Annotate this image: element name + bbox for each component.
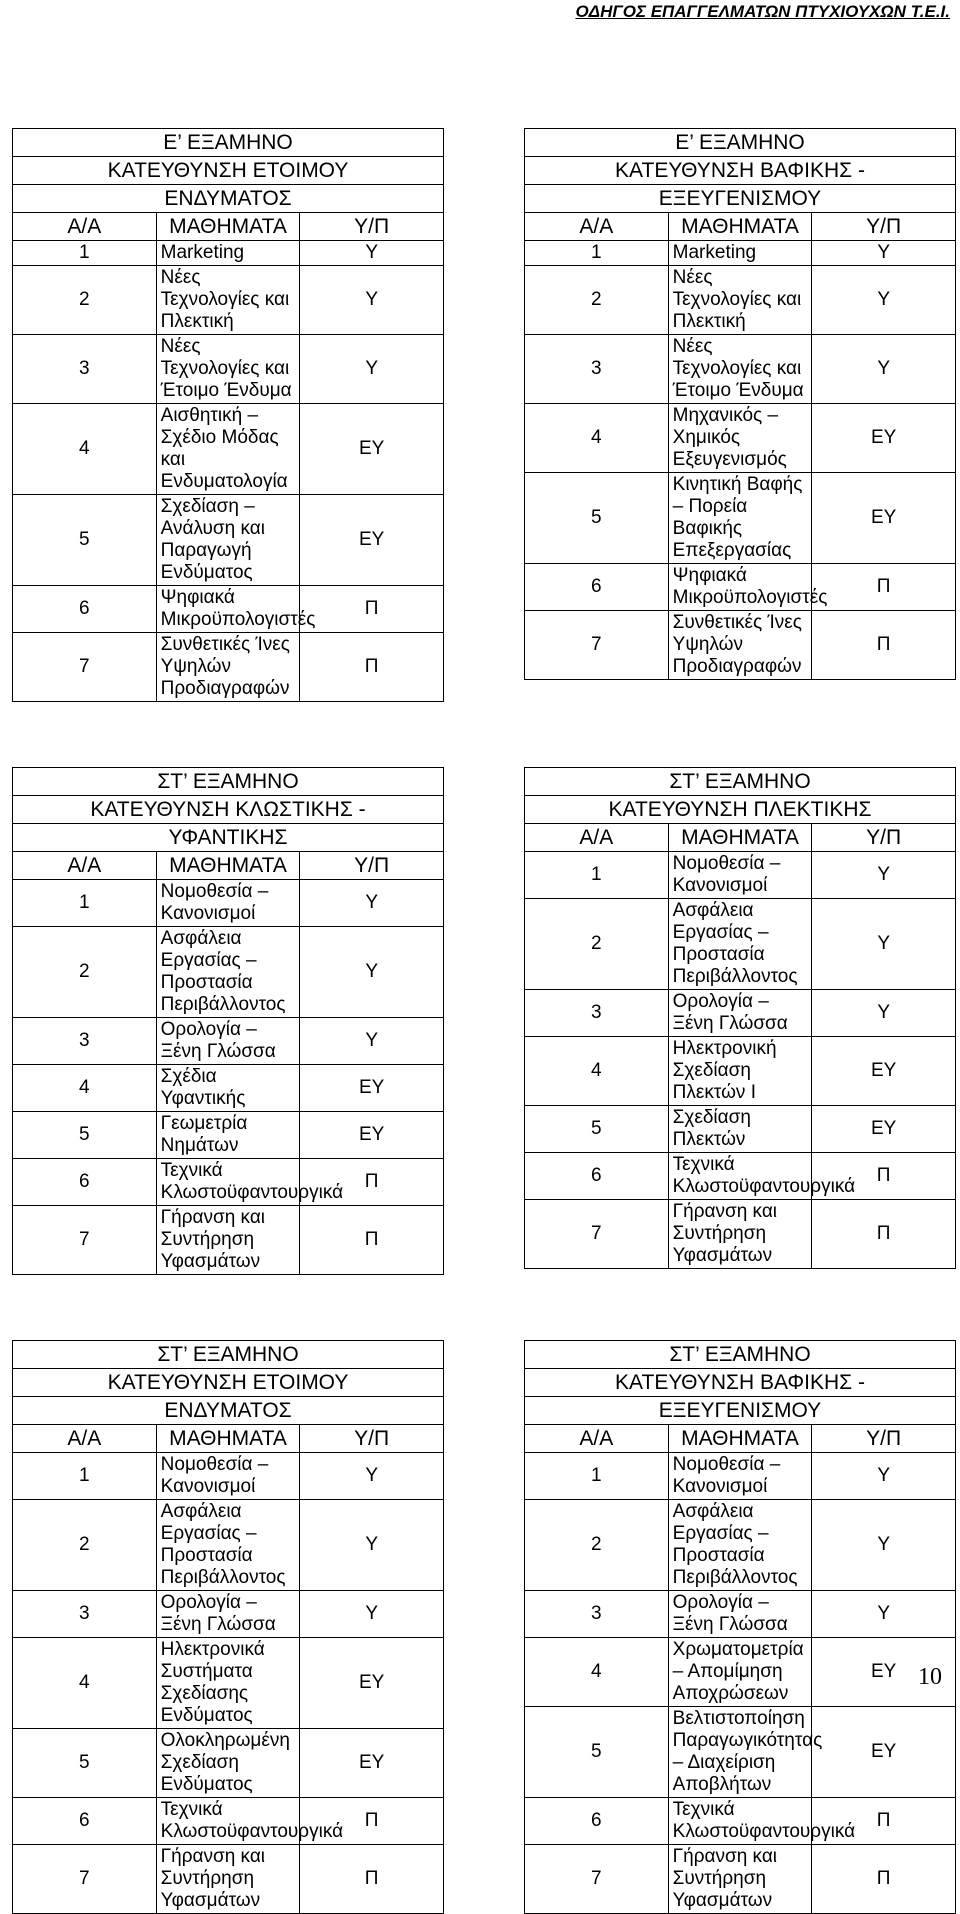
course-type: Π (812, 564, 956, 611)
column-header-row (525, 824, 956, 852)
semester-heading-row (13, 129, 444, 157)
course-name: Ασφάλεια Εργασίας – Προστασία Περιβάλλοντος (156, 1500, 300, 1591)
row-number: 6 (13, 586, 157, 633)
course-name: Νομοθεσία – Κανονισμοί (668, 852, 812, 899)
direction-title: ΚΑΤΕΥΘΥΝΣΗ ΠΛΕΚΤΙΚΗΣ (525, 796, 956, 824)
row-number: 7 (13, 633, 157, 702)
direction-title: ΚΑΤΕΥΘΥΝΣΗ ΕΤΟΙΜΟΥ (13, 1369, 444, 1397)
column-header-aa: Α/Α (13, 213, 157, 241)
column-header-row (525, 1425, 956, 1453)
course-type: Π (812, 1845, 956, 1914)
table-row (525, 1153, 956, 1200)
row-number: 1 (13, 241, 157, 266)
document-header-title: ΟΔΗΓΟΣ ΕΠΑΓΓΕΛΜΑΤΩΝ ΠΤΥΧΙΟΥΧΩΝ Τ.Ε.Ι. (575, 2, 950, 21)
row-number: 2 (525, 1500, 669, 1591)
course-name: Αισθητική –Σχέδιο Μόδας και Ενδυματολογία (156, 404, 300, 495)
column-header-aa: Α/Α (525, 213, 669, 241)
table-row (525, 1638, 956, 1707)
row-number: 2 (13, 927, 157, 1018)
semester-heading-row (525, 796, 956, 824)
column-header-subjects: ΜΑΘΗΜΑΤΑ (156, 213, 300, 241)
course-name: Ορολογία – Ξένη Γλώσσα (668, 1591, 812, 1638)
course-type: Π (300, 1206, 444, 1275)
course-type: Π (812, 1798, 956, 1845)
course-type: Υ (300, 1591, 444, 1638)
course-type: Π (300, 1798, 444, 1845)
row-number: 2 (525, 899, 669, 990)
semester-table (524, 128, 956, 680)
course-name: Νέες Τεχνολογίες και Έτοιμο Ένδυμα (668, 335, 812, 404)
row-number: 3 (525, 990, 669, 1037)
row-number: 4 (525, 1638, 669, 1707)
table-row (525, 1798, 956, 1845)
table-row (13, 633, 444, 702)
row-number: 5 (525, 1106, 669, 1153)
column-header-yp: Υ/Π (300, 1425, 444, 1453)
table-row (525, 473, 956, 564)
row-number: 4 (525, 1037, 669, 1106)
course-type: Υ (812, 852, 956, 899)
column-header-row (525, 213, 956, 241)
column-header-row (13, 213, 444, 241)
column-header-yp: Υ/Π (300, 213, 444, 241)
course-name: Ορολογία – Ξένη Γλώσσα (156, 1018, 300, 1065)
table-row (13, 404, 444, 495)
table-row (13, 1500, 444, 1591)
row-number: 4 (13, 1638, 157, 1729)
course-type: Π (812, 611, 956, 680)
row-number: 5 (13, 1112, 157, 1159)
table-row (525, 852, 956, 899)
table-row (525, 335, 956, 404)
course-type: Υ (812, 1453, 956, 1500)
semester-heading-row (525, 1397, 956, 1425)
semester-title: Ε’ ΕΞΑΜΗΝΟ (525, 129, 956, 157)
semester-heading-row (525, 768, 956, 796)
course-type: ΕΥ (812, 1037, 956, 1106)
course-type: Π (300, 1159, 444, 1206)
direction-title: ΥΦΑΝΤΙΚΗΣ (13, 824, 444, 852)
semester-heading-row (525, 185, 956, 213)
course-name: Συνθετικές Ίνες Υψηλών Προδιαγραφών (156, 633, 300, 702)
row-number: 1 (13, 880, 157, 927)
direction-title: ΕΞΕΥΓΕΝΙΣΜΟΥ (525, 1397, 956, 1425)
semester-table (12, 767, 444, 1275)
semester-heading-row (13, 1341, 444, 1369)
course-name: Νομοθεσία – Κανονισμοί (156, 1453, 300, 1500)
course-name: Χρωματομετρία – Απομίμηση Αποχρώσεων (668, 1638, 812, 1707)
semester-heading-row (525, 157, 956, 185)
table-row (13, 1018, 444, 1065)
table-row (525, 564, 956, 611)
semester-heading-row (13, 185, 444, 213)
column-header-row (13, 852, 444, 880)
table-row (13, 1591, 444, 1638)
table-row (525, 1200, 956, 1269)
course-type: ΕΥ (812, 1638, 956, 1707)
column-header-aa: Α/Α (525, 1425, 669, 1453)
table-row (13, 927, 444, 1018)
row-number: 4 (13, 404, 157, 495)
row-number: 4 (13, 1065, 157, 1112)
course-type: Π (300, 633, 444, 702)
semester-heading-row (13, 1397, 444, 1425)
column-header-subjects: ΜΑΘΗΜΑΤΑ (156, 852, 300, 880)
table-row (13, 1065, 444, 1112)
semester-title: ΣΤ’ ΕΞΑΜΗΝΟ (525, 1341, 956, 1369)
course-name: Νέες Τεχνολογίες και Έτοιμο Ένδυμα (156, 335, 300, 404)
row-number: 1 (525, 1453, 669, 1500)
table-row (525, 1707, 956, 1798)
course-type: Υ (300, 927, 444, 1018)
direction-title: ΚΑΤΕΥΘΥΝΣΗ ΕΤΟΙΜΟΥ (13, 157, 444, 185)
course-name: Σχεδίαση Πλεκτών (668, 1106, 812, 1153)
table-row (13, 1112, 444, 1159)
course-type: ΕΥ (300, 1112, 444, 1159)
table-row (525, 404, 956, 473)
table-row (525, 1453, 956, 1500)
column-header-subjects: ΜΑΘΗΜΑΤΑ (668, 824, 812, 852)
course-name: Marketing (668, 241, 812, 266)
course-type: Υ (812, 899, 956, 990)
row-number: 5 (525, 1707, 669, 1798)
row-number: 7 (525, 1845, 669, 1914)
course-name: Ασφάλεια Εργασίας – Προστασία Περιβάλλοντος (156, 927, 300, 1018)
row-number: 3 (13, 1591, 157, 1638)
table-row (13, 1159, 444, 1206)
row-number: 6 (525, 1798, 669, 1845)
course-name: Ορολογία – Ξένη Γλώσσα (668, 990, 812, 1037)
row-number: 7 (13, 1206, 157, 1275)
row-number: 5 (525, 473, 669, 564)
course-name: Γήρανση και Συντήρηση Υφασμάτων (668, 1845, 812, 1914)
column-header-subjects: ΜΑΘΗΜΑΤΑ (668, 213, 812, 241)
row-number: 1 (13, 1453, 157, 1500)
table-row (525, 1845, 956, 1914)
column-header-yp: Υ/Π (812, 1425, 956, 1453)
course-name: Μηχανικός – Χημικός Εξευγενισμός (668, 404, 812, 473)
course-type: Υ (812, 241, 956, 266)
course-name: Γήρανση και Συντήρηση Υφασμάτων (156, 1206, 300, 1275)
row-number: 7 (525, 611, 669, 680)
table-row (13, 1798, 444, 1845)
course-name: Ολοκληρωμένη Σχεδίαση Ενδύματος (156, 1729, 300, 1798)
course-type: ΕΥ (812, 1106, 956, 1153)
table-row (13, 241, 444, 266)
table-row (13, 586, 444, 633)
course-name: Τεχνικά Κλωστοϋφαντουργικά (156, 1798, 300, 1845)
column-header-aa: Α/Α (525, 824, 669, 852)
row-number: 7 (525, 1200, 669, 1269)
table-row (13, 335, 444, 404)
course-type: Υ (300, 880, 444, 927)
course-type: Υ (300, 266, 444, 335)
column-header-aa: Α/Α (13, 852, 157, 880)
course-name: Νέες Τεχνολογίες και Πλεκτική (668, 266, 812, 335)
course-name: Συνθετικές Ίνες Υψηλών Προδιαγραφών (668, 611, 812, 680)
semester-heading-row (13, 796, 444, 824)
semester-title: ΣΤ’ ΕΞΑΜΗΝΟ (13, 1341, 444, 1369)
curriculum-grid (12, 128, 956, 1914)
semester-heading-row (13, 157, 444, 185)
table-row (13, 266, 444, 335)
course-name: Νομοθεσία – Κανονισμοί (668, 1453, 812, 1500)
row-number: 5 (13, 495, 157, 586)
column-header-yp: Υ/Π (812, 824, 956, 852)
course-type: ΕΥ (300, 404, 444, 495)
course-type: ΕΥ (812, 1707, 956, 1798)
course-type: Π (812, 1200, 956, 1269)
table-row (525, 241, 956, 266)
course-name: Γήρανση και Συντήρηση Υφασμάτων (668, 1200, 812, 1269)
row-number: 1 (525, 852, 669, 899)
row-number: 7 (13, 1845, 157, 1914)
row-number: 6 (525, 564, 669, 611)
course-type: Υ (812, 990, 956, 1037)
table-row (13, 1206, 444, 1275)
semester-heading-row (525, 129, 956, 157)
table-row (525, 1591, 956, 1638)
table-row (525, 1037, 956, 1106)
course-type: Υ (812, 1591, 956, 1638)
course-name: Ορολογία – Ξένη Γλώσσα (156, 1591, 300, 1638)
course-name: Ασφάλεια Εργασίας – Προστασία Περιβάλλοντος (668, 899, 812, 990)
course-name: Βελτιστοποίηση Παραγωγικότητας – Διαχείριση Αποβλήτων (668, 1707, 812, 1798)
semester-table (524, 1340, 956, 1914)
column-header-yp: Υ/Π (812, 213, 956, 241)
semester-table (524, 767, 956, 1269)
table-row (13, 495, 444, 586)
semester-table (12, 128, 444, 702)
direction-title: ΚΑΤΕΥΘΥΝΣΗ ΒΑΦΙΚΗΣ - (525, 1369, 956, 1397)
course-name: Σχέδια Υφαντικής (156, 1065, 300, 1112)
direction-title: ΕΝΔΥΜΑΤΟΣ (13, 185, 444, 213)
row-number: 6 (525, 1153, 669, 1200)
semester-title: ΣΤ’ ΕΞΑΜΗΝΟ (13, 768, 444, 796)
table-row (13, 1729, 444, 1798)
row-number: 3 (13, 335, 157, 404)
course-type: ΕΥ (812, 473, 956, 564)
course-type: Υ (300, 1018, 444, 1065)
course-name: Ψηφιακά Μικροϋπολογιστές (668, 564, 812, 611)
course-type: ΕΥ (300, 495, 444, 586)
column-header-aa: Α/Α (13, 1425, 157, 1453)
course-name: Νομοθεσία – Κανονισμοί (156, 880, 300, 927)
row-number: 2 (525, 266, 669, 335)
course-name: Σχεδίαση – Ανάλυση και Παραγωγή Ενδύματος (156, 495, 300, 586)
semester-heading-row (13, 824, 444, 852)
course-name: Ηλεκτρονική Σχεδίαση Πλεκτών Ι (668, 1037, 812, 1106)
column-header-subjects: ΜΑΘΗΜΑΤΑ (156, 1425, 300, 1453)
semester-heading-row (525, 1369, 956, 1397)
course-name: Γήρανση και Συντήρηση Υφασμάτων (156, 1845, 300, 1914)
course-type: ΕΥ (812, 404, 956, 473)
course-name: Ασφάλεια Εργασίας – Προστασία Περιβάλλοντος (668, 1500, 812, 1591)
course-type: ΕΥ (300, 1638, 444, 1729)
course-type: Π (300, 1845, 444, 1914)
course-name: Ηλεκτρονικά Συστήματα Σχεδίασης Ενδύματος (156, 1638, 300, 1729)
course-name: Γεωμετρία Νημάτων (156, 1112, 300, 1159)
table-row (525, 899, 956, 990)
table-row (525, 266, 956, 335)
table-row (13, 1453, 444, 1500)
course-type: Υ (300, 241, 444, 266)
semester-heading-row (13, 768, 444, 796)
course-type: Υ (300, 335, 444, 404)
table-row (525, 1500, 956, 1591)
row-number: 4 (525, 404, 669, 473)
row-number: 3 (525, 335, 669, 404)
course-name: Κινητική Βαφής – Πορεία Βαφικής Επεξεργασίας (668, 473, 812, 564)
course-type: Υ (300, 1453, 444, 1500)
row-number: 5 (13, 1729, 157, 1798)
course-type: Π (812, 1153, 956, 1200)
direction-title: ΚΑΤΕΥΘΥΝΣΗ ΒΑΦΙΚΗΣ - (525, 157, 956, 185)
table-row (525, 611, 956, 680)
course-type: ΕΥ (300, 1065, 444, 1112)
semester-heading-row (525, 1341, 956, 1369)
table-row (13, 1845, 444, 1914)
course-name: Τεχνικά Κλωστοϋφαντουργικά (156, 1159, 300, 1206)
course-name: Marketing (156, 241, 300, 266)
row-number: 3 (525, 1591, 669, 1638)
column-header-row (13, 1425, 444, 1453)
semester-heading-row (13, 1369, 444, 1397)
row-number: 1 (525, 241, 669, 266)
course-type: Π (300, 586, 444, 633)
course-name: Τεχνικά Κλωστοϋφαντουργικά (668, 1798, 812, 1845)
course-name: Τεχνικά Κλωστοϋφαντουργικά (668, 1153, 812, 1200)
semester-title: Ε’ ΕΞΑΜΗΝΟ (13, 129, 444, 157)
row-number: 6 (13, 1798, 157, 1845)
course-type: Υ (300, 1500, 444, 1591)
table-row (525, 1106, 956, 1153)
course-type: Υ (812, 335, 956, 404)
course-type: Υ (812, 266, 956, 335)
row-number: 2 (13, 1500, 157, 1591)
column-header-subjects: ΜΑΘΗΜΑΤΑ (668, 1425, 812, 1453)
semester-table (12, 1340, 444, 1914)
row-number: 3 (13, 1018, 157, 1065)
course-name: Ψηφιακά Μικροϋπολογιστές (156, 586, 300, 633)
page-number: 10 (918, 1664, 942, 1690)
direction-title: ΚΑΤΕΥΘΥΝΣΗ ΚΛΩΣΤΙΚΗΣ - (13, 796, 444, 824)
column-header-yp: Υ/Π (300, 852, 444, 880)
direction-title: ΕΞΕΥΓΕΝΙΣΜΟΥ (525, 185, 956, 213)
semester-title: ΣΤ’ ΕΞΑΜΗΝΟ (525, 768, 956, 796)
table-row (13, 880, 444, 927)
course-type: Υ (812, 1500, 956, 1591)
course-type: ΕΥ (300, 1729, 444, 1798)
row-number: 6 (13, 1159, 157, 1206)
row-number: 2 (13, 266, 157, 335)
direction-title: ΕΝΔΥΜΑΤΟΣ (13, 1397, 444, 1425)
table-row (13, 1638, 444, 1729)
table-row (525, 990, 956, 1037)
course-name: Νέες Τεχνολογίες και Πλεκτική (156, 266, 300, 335)
